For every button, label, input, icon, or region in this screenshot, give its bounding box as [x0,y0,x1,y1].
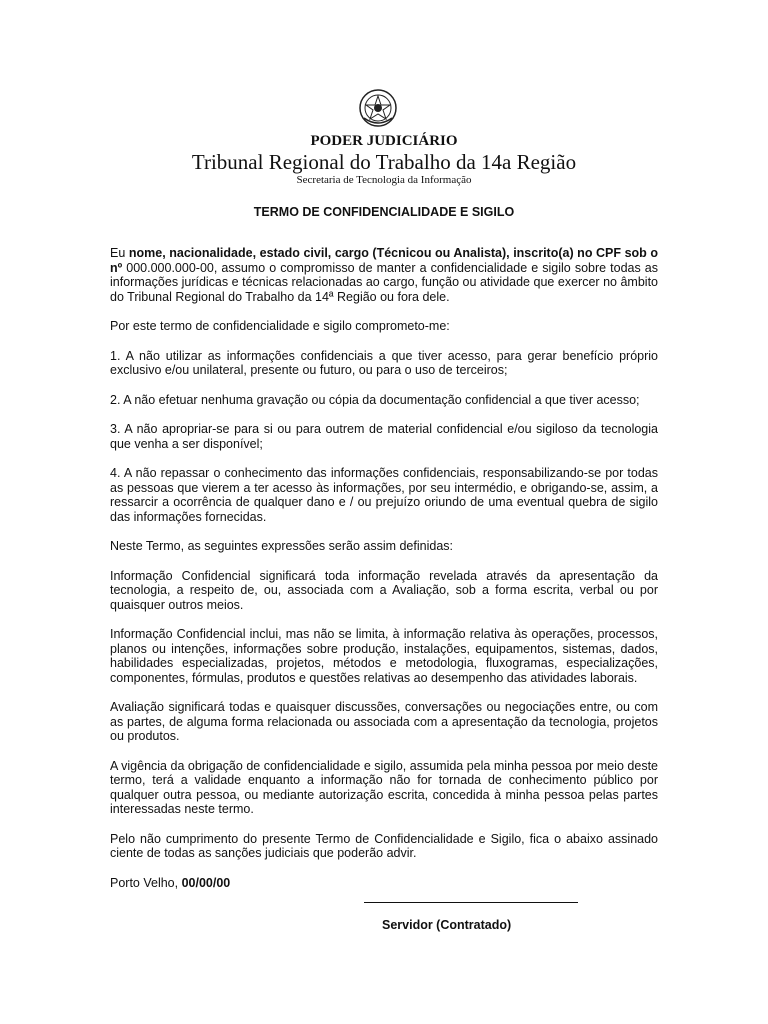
definitions-intro: Neste Termo, as seguintes expressões serão assim definidas: [110,539,453,553]
coat-of-arms-icon [358,88,398,128]
item-1: 1. A não utilizar as informações confidenciais a que tiver acesso, para gerar benefício próprio exclusivo e/ou unilateral, presente ou futuro, ou para o uso de terceiros; [110,348,658,377]
item-2: 2. A não efetuar nenhuma gravação ou cópia da documentação confidencial a que tiver acesso; [110,392,640,407]
document-body [110,246,658,905]
definition-2: Informação Confidencial inclui, mas não se limita, à informação relativa às operações, processos, planos ou intenções, informações sobre produção, instalações, equipamentos, sistemas, dados, habilidades especializadas, projetos, métodos e metodologia, fluxogramas, especializações, componentes, fórmulas, produtos e questões relativas ao desempenho das atividades laborais. [110,627,658,685]
judiciary-heading: PODER JUDICIÁRIO [310,133,458,149]
sanctions-paragraph: Pelo não cumprimento do presente Termo de Confidencialidade e Sigilo, fica o abaixo assinado ciente de todas as sanções judiciais que poderão advir. [110,831,658,860]
document-title: TERMO DE CONFIDENCIALIDADE E SIGILO [253,205,515,219]
definition-1: Informação Confidencial significará toda informação revelada através da apresentação da tecnologia, a respeito de, ou, associada com a Avaliação, sob a forma escrita, verbal ou por quaisquer outros meios. [110,568,658,612]
validity-paragraph: A vigência da obrigação de confidencialidade e sigilo, assumida pela minha pessoa por meio deste termo, terá a validade enquanto a informação não for tornada de conhecimento público por qualquer outra pessoa, ou mediante autorização escrita, concedida à minha pessoa pelas partes interessadas neste termo. [110,758,658,816]
signature-line [364,902,578,903]
place-date [110,876,658,891]
intro-bold: nome, nacionalidade, estado civil, cargo (Técnicou ou Analista), inscrito(a) no CPF sob o nº [110,246,658,275]
signature-label: Servidor (Contratado) [382,918,512,932]
item-4: 4. A não repassar o conhecimento das informações confidenciais, responsabilizando-se por todas as pessoas que vierem a ter acesso às informações, por seu intermédio, e obrigando-se, assim, a ressarcir a ocorrência de qualquer dano e / ou prejuízo oriundo de uma eventual quebra de sigilo das informações fornecidas. [110,466,658,524]
item-3: 3. A não apropriar-se para si ou para outrem de material confidencial e/ou sigiloso da tecnologia que venha a ser disponível; [110,422,658,451]
intro-paragraph [110,246,658,304]
intro-rest: , assumo o compromisso de manter a confidencialidade e sigilo sobre todas as informações jurídicas e técnicas relacionadas ao cargo, função ou atividade que exercer no âmbito do Tribunal Regional do Trabalho da 14ª Região ou fora dele. [110,260,658,304]
intro-cpf: 000.000.000-00 [122,260,214,275]
place: Porto Velho, [110,875,182,890]
date: 00/00/00 [181,875,231,890]
definition-3: Avaliação significará todas e quaisquer discussões, conversações ou negociações entre, ou com as partes, de alguma forma relacionada ou associada com a apresentação da tecnologia, projetos ou produtos. [110,700,658,743]
court-name: Tribunal Regional do Trabalho da 14a Região [191,150,577,174]
intro-eu: Eu [110,246,129,260]
department-name: Secretaria de Tecnologia da Informação [296,174,472,186]
commit-paragraph: Por este termo de confidencialidade e sigilo comprometo-me: [110,319,450,333]
